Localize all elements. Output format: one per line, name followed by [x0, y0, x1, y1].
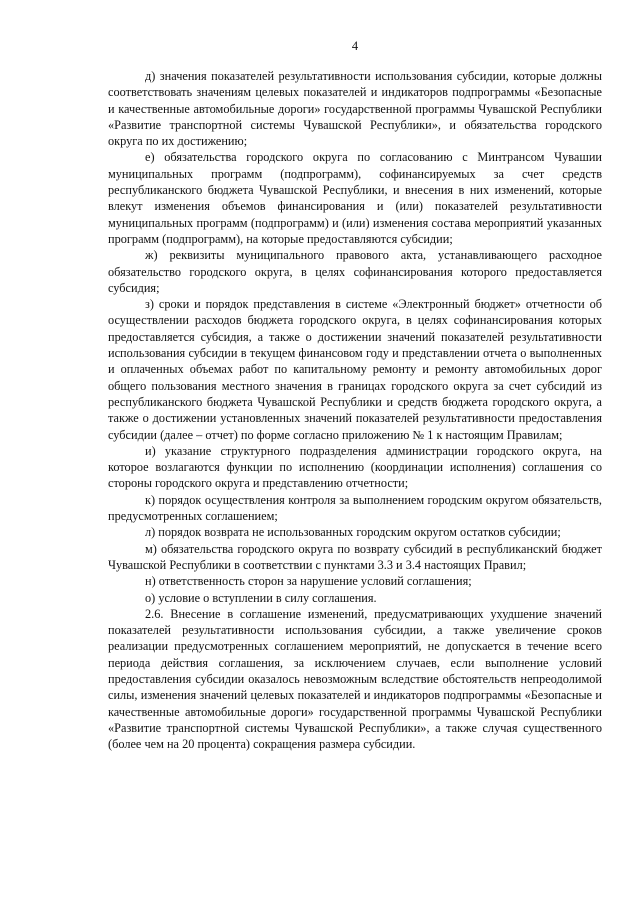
paragraph-d: д) значения показателей результативности использования субсидии, которые должны соответствовать значениям целевых показателей и индикаторов подпрограммы «Безопасные и качественные автомобильные дороги» государственной программы Чувашской Республики «Развитие транспортной системы Чувашской Республики», и обязательства городского округа по их достижению; — [108, 69, 602, 149]
paragraph-i: и) указание структурного подразделения администрации городского округа, на которое возлагаются функции по исполнению (координации исполнения) соглашения со стороны городского округа и представлению отчетности; — [108, 443, 602, 491]
paragraph-n: н) ответственность сторон за нарушение условий соглашения; — [145, 574, 472, 589]
paragraph-z: з) сроки и порядок представления в системе «Электронный бюджет» отчетности об осуществлении расходов бюджета городского округа, в целях софинансирования которых предоставляется субсидия, а также о достижении значений показателей результативности использования субсидии в текущем финансовом году и представлении отчета о выполненных и оплаченных объемах работ по капитальному ремонту и ремонту автомобильных дорог общего пользования местного значения в границах городского округа за счет субсидий из республиканского бюджета Чувашской Республики и средств бюджета городского округа, а также о достижении установленных значений показателей результативности предоставления субсидии (далее – отчет) по форме согласно приложению № 1 к настоящим Правилам; — [108, 297, 602, 442]
paragraph-k: к) порядок осуществления контроля за выполнением городским округом обязательств, предусмотренных соглашением; — [108, 492, 602, 524]
paragraph-e: е) обязательства городского округа по согласованию с Минтрансом Чувашии муниципальных программ (подпрограмм), софинансируемых за счет средств республиканского бюджета Чувашской Республики, и внесения в них изменений, которые влекут изменения объемов финансирования и (или) показателей результативности муниципальных программ (подпрограмм) и (или) изменения состава мероприятий указанных программ (подпрограмм), на которые предоставляются субсидии; — [108, 150, 602, 246]
paragraph-o: о) условие о вступлении в силу соглашения. — [145, 590, 377, 605]
paragraph-2-6: 2.6. Внесение в соглашение изменений, предусматривающих ухудшение значений показателей результативности использования субсидии, а также увеличение сроков реализации предусмотренных соглашением мероприятий, не допускается в течение всего периода действия соглашения, за исключением случаев, если выполнение условий предоставления субсидии оказалось невозможным вследствие обстоятельств непреодолимой силы, изменения значений целевых показателей и индикаторов подпрограммы «Безопасные и качественные автомобильные дороги» государственной программы Чувашской Республики «Развитие транспортной системы Чувашской Республики», а также случая существенного (более чем на 20 процента) сокращения размера субсидии. — [108, 606, 602, 752]
paragraph-m: м) обязательства городского округа по возврату субсидий в республиканский бюджет Чувашской Республики в соответствии с пунктами 3.3 и 3.4 настоящих Правил; — [108, 541, 602, 572]
page-number: 4 — [351, 39, 359, 53]
paragraph-zh: ж) реквизиты муниципального правового акта, устанавливающего расходное обязательство городского округа, в целях софинансирования которого предоставляется субсидия; — [108, 248, 602, 295]
paragraph-l: л) порядок возврата не использованных городским округом остатков субсидии; — [145, 525, 561, 540]
